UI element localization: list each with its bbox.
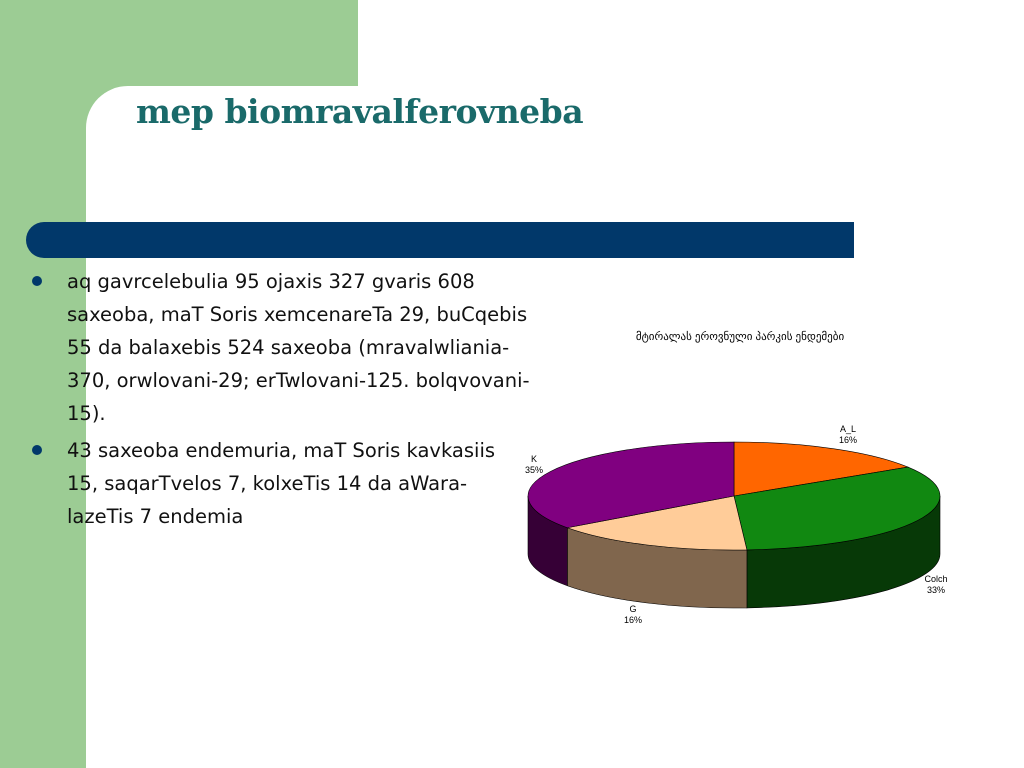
pie-label-name-1: Colch [924, 574, 948, 584]
bullet-dot-icon [32, 276, 42, 286]
pie-label-pct-3: 35% [524, 465, 544, 475]
bullet-item [30, 434, 530, 533]
pie-label-pct-2: 16% [623, 615, 643, 625]
bullet-text: 43 saxeoba endemuria, maT Soris kavkasiis 15, saqarTvelos 7, kolxeTis 14 da aWara-lazeTis 7 endemia [67, 439, 496, 528]
slide-title: mep biomravalferovneba [136, 92, 584, 131]
pie-label-pct-1: 33% [926, 585, 946, 595]
pie-label-name-2: G [629, 604, 637, 614]
pie-label-name-0: A_L [839, 424, 857, 434]
bullet-dot-icon [32, 445, 42, 455]
pie-label-name-3: K [530, 454, 538, 464]
white-top-area [358, 0, 1024, 90]
bullet-list [30, 265, 530, 537]
pie-chart [500, 320, 980, 660]
pie-chart-svg [500, 320, 980, 660]
title-divider-bar [26, 222, 854, 258]
bullet-text: aq gavrcelebulia 95 ojaxis 327 gvaris 608 saxeoba, maT Soris xemcenareTa 29, buCqebis 55 da balaxebis 524 saxeoba (mravalwliania-370, orwlovani-29; erTwlovani-125. bolqvovani-15). [67, 270, 530, 425]
pie-label-pct-0: 16% [838, 435, 858, 445]
chart-title: მტირალას ეროვნული პარკის ენდემები [635, 331, 845, 343]
bullet-item [30, 265, 530, 430]
